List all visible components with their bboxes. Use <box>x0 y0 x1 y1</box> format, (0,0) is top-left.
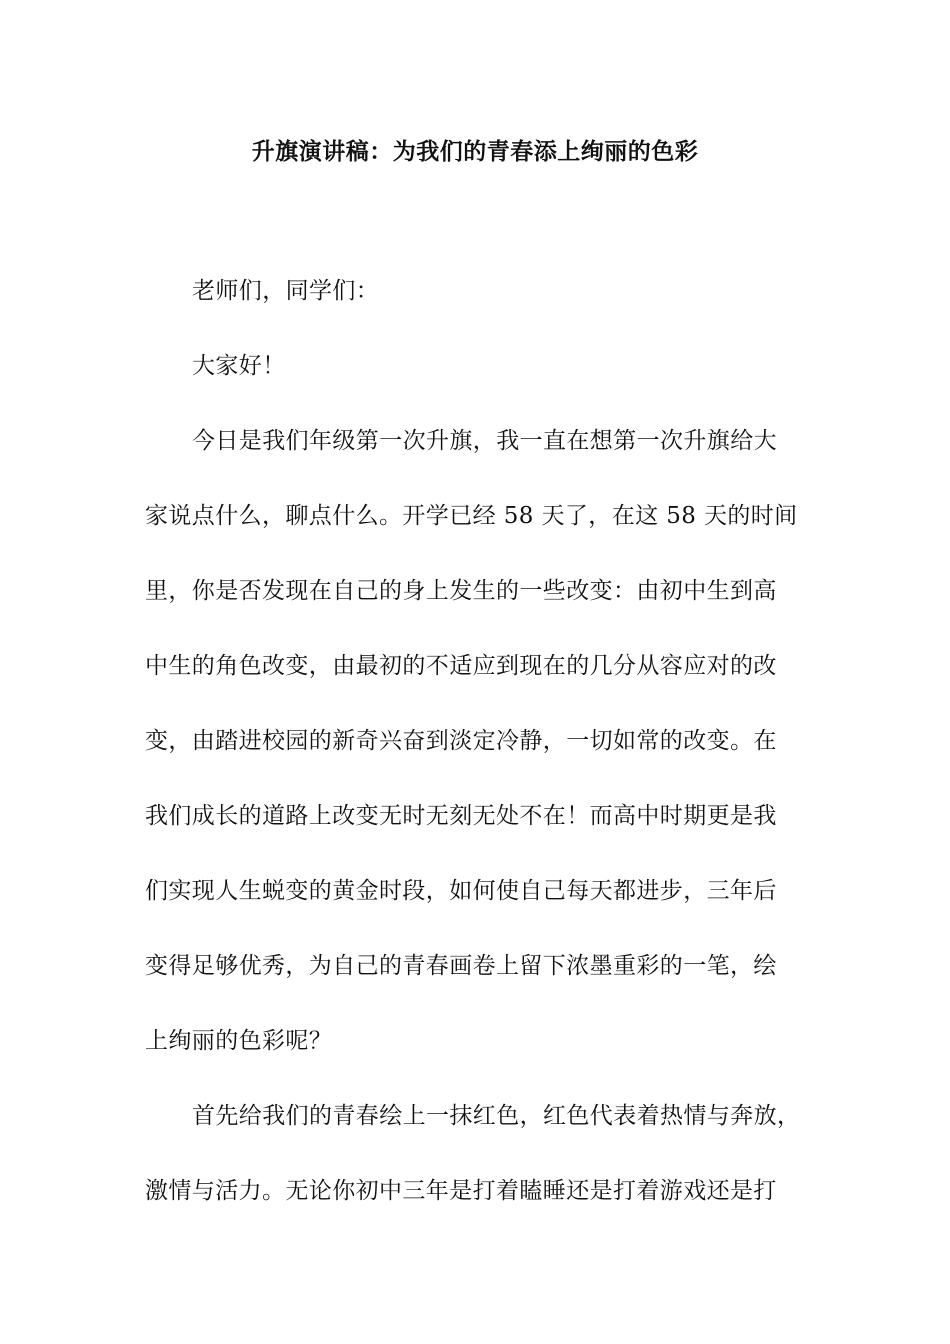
text-line: 变，由踏进校园的新奇兴奋到淡定冷静，一切如常的改变。在 <box>145 728 777 754</box>
greeting-line: 老师们，同学们： <box>192 278 380 304</box>
body-paragraph-2 <box>145 1079 810 1229</box>
greeting-paragraph <box>145 254 810 329</box>
text-line: 家说点什么，聊点什么。开学已经 58 天了，在这 58 天的时间 <box>145 503 798 529</box>
salutation-line: 大家好！ <box>192 353 286 379</box>
text-line: 中生的角色改变，由最初的不适应到现在的几分从容应对的改 <box>145 653 777 679</box>
body-paragraph-1 <box>145 404 810 1079</box>
text-line: 里，你是否发现在自己的身上发生的一些改变：由初中生到高 <box>145 578 777 604</box>
text-line: 激情与活力。无论你初中三年是打着瞌睡还是打着游戏还是打 <box>145 1178 777 1204</box>
text-line: 首先给我们的青春绘上一抹红色，红色代表着热情与奔放， <box>192 1103 801 1129</box>
text-line: 今日是我们年级第一次升旗，我一直在想第一次升旗给大 <box>192 428 777 454</box>
text-line: 们实现人生蜕变的黄金时段，如何使自己每天都进步，三年后 <box>145 878 777 904</box>
document-body <box>145 254 810 1229</box>
text-line: 上绚丽的色彩呢？ <box>145 1028 333 1054</box>
text-line: 我们成长的道路上改变无时无刻无处不在！而高中时期更是我 <box>145 803 777 829</box>
document-title: 升旗演讲稿：为我们的青春添上绚丽的色彩 <box>251 139 699 165</box>
salutation-paragraph <box>145 329 810 404</box>
text-line: 变得足够优秀，为自己的青春画卷上留下浓墨重彩的一笔，绘 <box>145 953 777 979</box>
